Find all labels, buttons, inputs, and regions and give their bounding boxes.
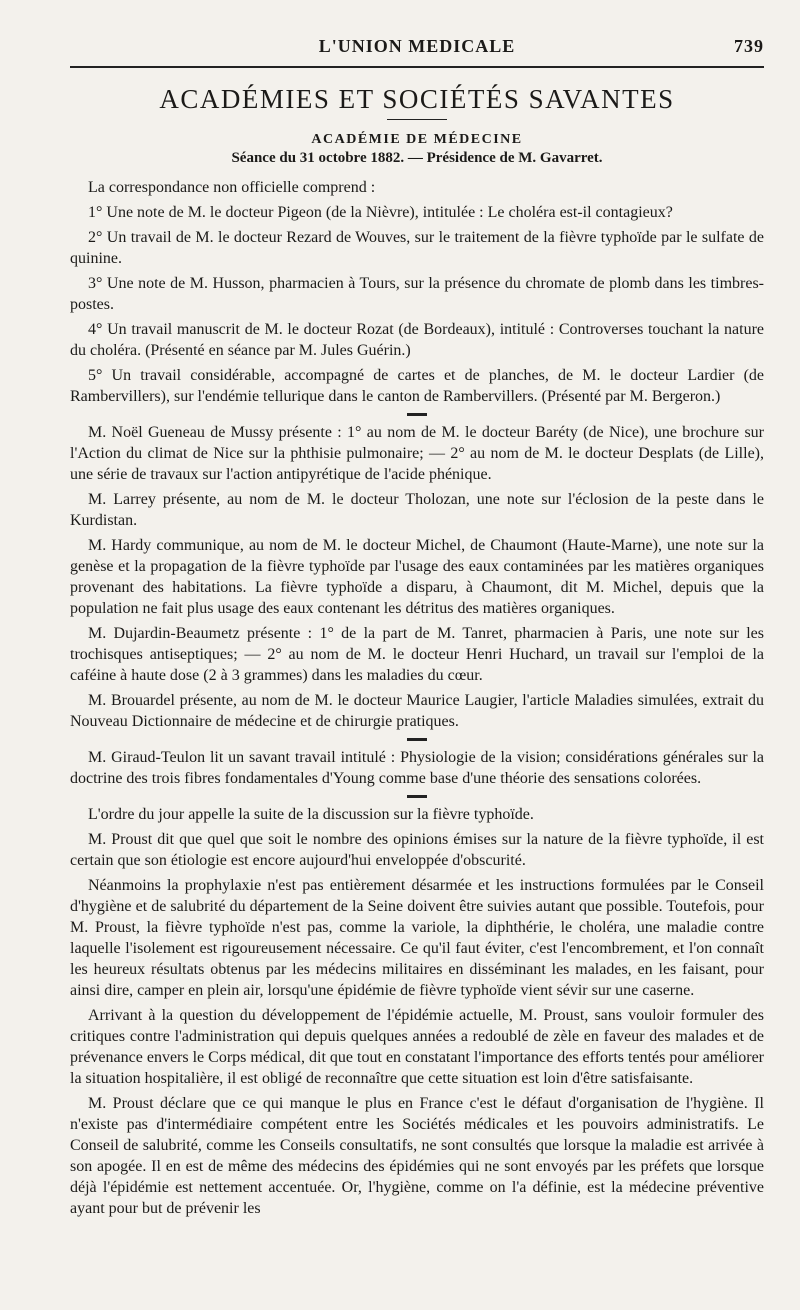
paragraph: M. Brouardel présente, au nom de M. le docteur Maurice Laugier, l'article Maladies simulées, extrait du Nouveau Dictionnaire de médecine et de chirurgie pratiques. — [70, 692, 764, 730]
paragraph: Néanmoins la prophylaxie n'est pas entièrement désarmée et les instructions formulées par le Conseil d'hygiène et de salubrité du département de la Seine doivent être suivies autant que possible. Toutefois, pour M. Proust, la fièvre typhoïde n'est pas, comme la variole, la diphthérie, le choléra, une maladie contre laquelle l'isolement est rigoureusement nécessaire. Ce qu'il faut éviter, c'est l'encombrement, et l'on connaît les heureux résultats obtenus par les médecins militaires en disséminant les malades, en les faisant, pour ainsi dire, camper en plein air, lorsqu'une épidémie de fièvre typhoïde vient sévir sur une caserne. — [70, 877, 764, 999]
title-rule — [387, 119, 447, 120]
paragraph: 5° Un travail considérable, accompagné de cartes et de planches, de M. le docteur Lardier (de Rambervillers), sur l'endémie tellurique dans le canton de Rambervillers. (Présenté par M. Bergeron.) — [70, 367, 764, 405]
paragraph: 2° Un travail de M. le docteur Rezard de Wouves, sur le traitement de la fièvre typhoïde par le sulfate de quinine. — [70, 229, 764, 267]
paragraph: L'ordre du jour appelle la suite de la discussion sur la fièvre typhoïde. — [88, 806, 534, 823]
header-rule — [70, 66, 764, 68]
paragraph: M. Larrey présente, au nom de M. le docteur Tholozan, une note sur l'éclosion de la peste dans le Kurdistan. — [70, 491, 764, 529]
separator — [407, 795, 427, 798]
paragraph: La correspondance non officielle comprend : — [88, 179, 376, 196]
paragraph: 4° Un travail manuscrit de M. le docteur Rozat (de Bordeaux), intitulé : Controverses touchant la nature du choléra. (Présenté en séance par M. Jules Guérin.) — [70, 321, 764, 359]
paragraph: M. Hardy communique, au nom de M. le docteur Michel, de Chaumont (Haute-Marne), une note sur la genèse et la propagation de la fièvre typhoïde par l'usage des eaux contaminées par les matières organiques provenant des habitations. La fièvre typhoïde a disparu, à Chaumont, dit M. Michel, depuis que la population ne fait plus usage des eaux contenant les détritus des matières organiques. — [70, 537, 764, 617]
paragraph: M. Noël Gueneau de Mussy présente : 1° au nom de M. le docteur Baréty (de Nice), une brochure sur l'Action du climat de Nice sur la phthisie pulmonaire; — 2° au nom de M. le docteur Desplats (de Lille), une série de travaux sur l'action antipyrétique de l'acide phénique. — [70, 424, 764, 483]
separator — [407, 738, 427, 741]
paragraph: Arrivant à la question du développement de l'épidémie actuelle, M. Proust, sans vouloir formuler des critiques contre l'administration qui depuis quelques années a redoublé de zèle en faveur des malades et de prévenance envers le Corps médical, dit que tout en constatant l'importance des efforts tentés pour améliorer la situation hospitalière, il est obligé de reconnaître que cette situation est loin d'être satisfaisante. — [70, 1007, 764, 1087]
page-number: 739 — [734, 36, 764, 56]
paragraph: M. Proust dit que quel que soit le nombre des opinions émises sur la nature de la fièvre typhoïde, il est certain que son étiologie est encore aujourd'hui enveloppée d'obscurité. — [70, 831, 764, 869]
paragraph: 3° Une note de M. Husson, pharmacien à Tours, sur la présence du chromate de plomb dans les timbres-postes. — [70, 275, 764, 313]
running-header — [70, 30, 764, 64]
paragraph: 1° Une note de M. le docteur Pigeon (de la Nièvre), intitulée : Le choléra est-il contagieux? — [88, 204, 673, 221]
paragraph: M. Giraud-Teulon lit un savant travail intitulé : Physiologie de la vision; considérations générales sur la doctrine des trois fibres fondamentales d'Young comme base d'une théorie des sensations colorées. — [70, 749, 764, 787]
paragraph: M. Proust déclare que ce qui manque le plus en France c'est le défaut d'organisation de l'hygiène. Il n'existe pas d'intermédiaire compétent entre les Sociétés médicales et les pouvoirs administratifs. Le Conseil de salubrité, comme les Conseils consultatifs, ne sont consultés que lorsque la maladie est arrivée à son apogée. Il en est de même des médecins des épidémies qui ne sont envoyés par les préfets que lorsque déjà l'épidémie est nettement accentuée. Or, l'hygiène, comme on l'a définie, est la médecine préventive ayant pour but de prévenir les — [70, 1095, 764, 1217]
paragraph: M. Dujardin-Beaumetz présente : 1° de la part de M. Tanret, pharmacien à Paris, une note sur les trochisques antiseptiques; — 2° au nom de M. le docteur Henri Huchard, un travail sur l'emploi de la caféine à haute dose (2 à 3 grammes) dans les maladies du cœur. — [70, 625, 764, 684]
separator — [407, 413, 427, 416]
session-line: Séance du 31 octobre 1882. — Présidence de M. Gavarret. — [231, 150, 603, 166]
running-title: L'UNION MEDICALE — [318, 36, 516, 56]
section-title: ACADÉMIES ET SOCIÉTÉS SAVANTES — [159, 84, 675, 114]
section-subtitle: ACADÉMIE DE MÉDECINE — [311, 132, 523, 147]
